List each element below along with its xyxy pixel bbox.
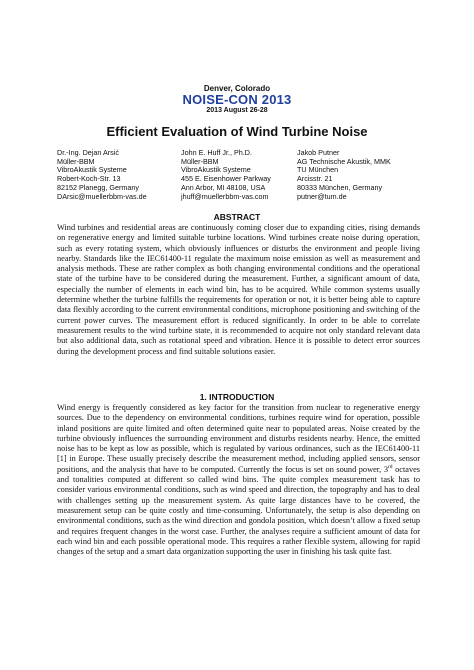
introduction-heading: 1. INTRODUCTION [199,392,275,402]
author-line: 82152 Planegg, Germany [57,182,139,192]
author-email: jhuff@muellerbbm-vas.com [181,191,269,201]
introduction-text-part: Wind energy is frequently considered as key factor for the transition from nuclear to regenerative energy sources. Due to the dependency on environmental conditions, turbines require wind for operation, possible inland positions are quite limited and often determined quite near to populated areas. Noise created by the turbine obviously influences the surrounding environment and disturbs residents nearby. Hence, the emitted noise has to be kept as low as possible, which is regulated by various ordinances, such as the IEC61400-11 [1] in Europe. These usually precisely describe the measurement method, including applied sensors, sensor positions, and the analysis that have to be computed. Currently the focus is set on sound power, 3 [57,403,420,474]
author-line: 455 E. Eisenhower Parkway [181,174,271,184]
author-line: Robert-Koch-Str. 13 [57,174,121,184]
author-line: Arcisstr. 21 [297,174,333,184]
author-email: putner@tum.de [297,191,347,201]
author-2 [181,149,271,201]
author-line: Müller-BBM [181,156,219,166]
paper-title: Efficient Evaluation of Wind Turbine Noise [106,124,368,139]
abstract-text: Wind turbines and residential areas are continuously coming closer due to expanding cities, rising demands on regenerative energy and limited suitable turbine locations. Wind turbines create noise during operation, such as every rotating system, which obviously influences or disturbs the environment and people living nearby. Standards like the IEC61400-11 regulate the maximum noise emission as well as measurement and analysis methods. These are rather complex as both changing environmental conditions and the operational state of the turbine have to be considered during the measurement. Further, a significant amount of data, especially the number of elements in each wind bin, has to be acquired. While common systems usually determine whether the turbine fulfills the requirements for operation or not, it is better being able to capture data flexibly according to the current environmental conditions, microphone positioning and switching of the current power curves. The measurement effort is reduced significantly. In order to be able to correlate measurement results to the wind turbine state, it is recommended to acquire not only standard relevant data but also additional data, such as rotational speed and vibration. Hence it is possible to detect error sources during the development process and find suitable solutions easier. [57,223,420,356]
author-line: Müller-BBM [57,156,95,166]
author-line: Jakob Putner [297,148,340,157]
conference-location: Denver, Colorado [203,84,271,93]
introduction-text-part: octaves and tonalities computed at different so called wind bins. The quite complex measurement task has to consider various environmental conditions, such as wind speed and direction, the topography and has to deal with challenges setting up the measurement system. As quite large distances have to be covered, the measurement setup can be quite costly and time-consuming. Unfortunately, the setup is also depending on environmental conditions, such as the wind direction and gondola position, which doesn’t allow a fixed setup and requires frequent changes in the worst case. Further, the analyses require a sufficient amount of data for each wind bin and each possible operational mode. This requires a rather flexible system, allowing for rapid changes of the setup and a smart data organization supporting the user in finishing his task quite fast. [57,464,420,557]
author-line: AG Technische Akustik, MMK [297,156,391,166]
superscript-rd: rd [387,464,393,471]
author-block [57,149,437,209]
conference-name: NOISE-CON 2013 [182,92,292,107]
conference-dates: 2013 August 26-28 [206,107,268,114]
author-line: VibroAkustik Systeme [181,165,251,175]
abstract-heading: ABSTRACT [213,212,261,222]
author-line: John E. Huff Jr., Ph.D. [181,148,252,157]
author-line: VibroAkustik Systeme [57,165,127,175]
author-3 [297,149,391,201]
author-line: 80333 München, Germany [297,182,383,192]
introduction-text [57,403,420,557]
author-line: Ann Arbor, MI 48108, USA [181,182,266,192]
author-1 [57,149,147,201]
author-line: Dr.-Ing. Dejan Arsić [57,148,119,157]
author-line: TU München [297,165,339,175]
author-email: DArsic@muellerbbm-vas.de [57,191,147,201]
